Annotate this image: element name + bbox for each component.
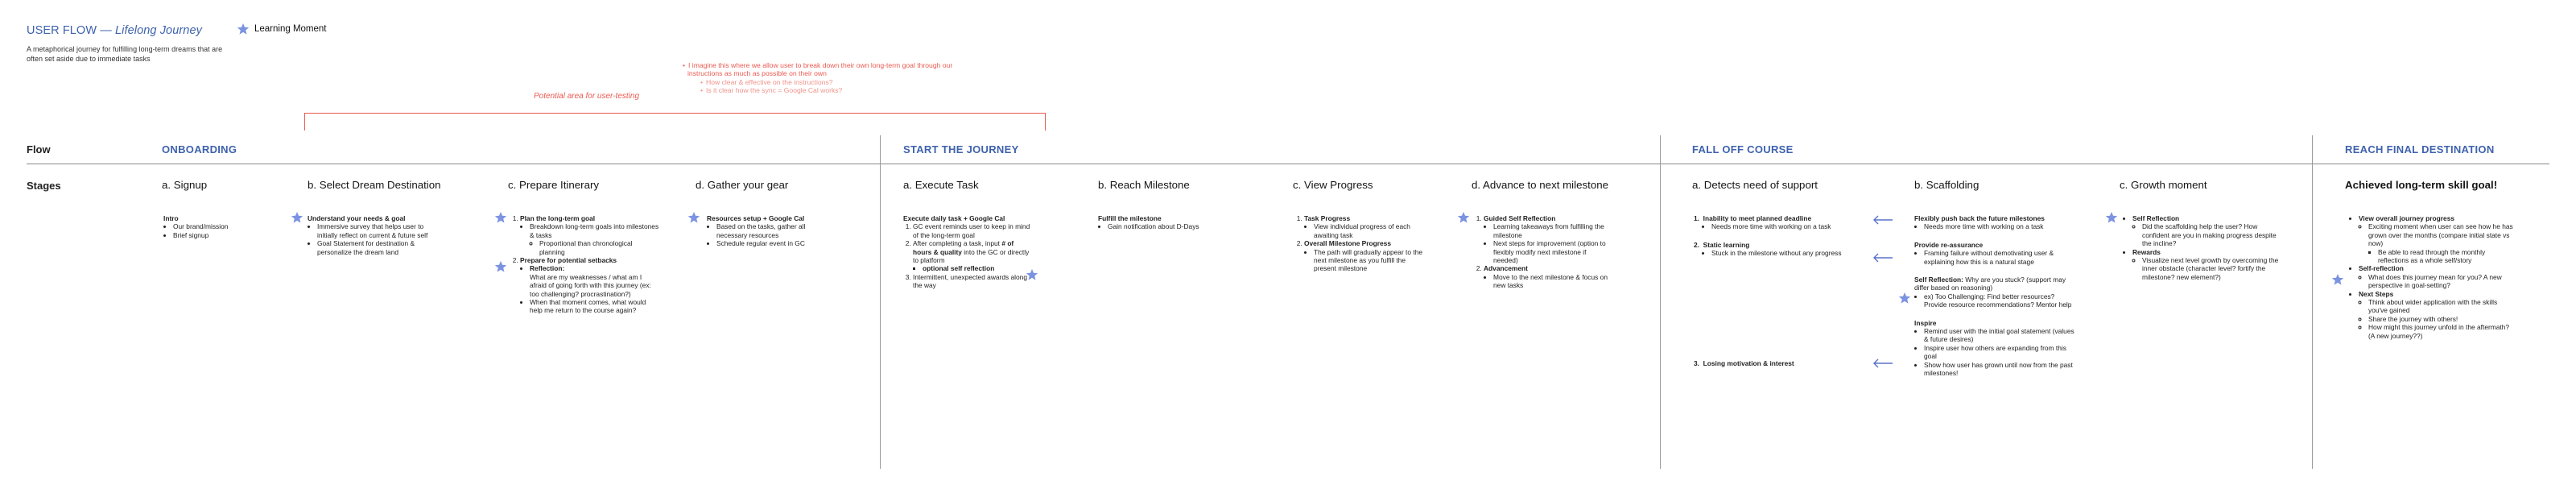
list-item: 2. Prepare for potential setbacks • Reflection: What are my weaknesses / what am I afraid of going forth with this journey (ex: too challenging? procrastination?) • When that moment comes, what would help me return to the course again? xyxy=(520,256,659,315)
list-item: • Remind user with the initial goal statement (values & future desires) xyxy=(1924,327,2075,344)
star-icon xyxy=(1026,268,1038,281)
card-growth-moment xyxy=(2123,214,2284,281)
card-execute-task xyxy=(903,214,1032,290)
legend xyxy=(237,23,327,35)
phase-onboarding: ONBOARDING xyxy=(162,143,237,155)
star-icon xyxy=(2331,273,2344,286)
card-final-destination xyxy=(2349,214,2514,340)
trigger-title: 1. Inability to meet planned deadline xyxy=(1694,214,1812,222)
list-item: • Goal Statement for destination & personalize the dream land xyxy=(317,239,428,256)
star-icon xyxy=(1898,292,1911,304)
list-item: ▪ Be able to read through the monthly reflections as a whole self/story xyxy=(2378,248,2514,265)
star-icon xyxy=(1457,211,1470,224)
list-item: • Rewards ◦ Visualize next level growth by overcoming the inner obstacle (character level? fortify the milestone? new element?) xyxy=(2132,248,2284,282)
list-item: • ex) Too Challenging: Find better resources? Provide resource recommendations? Mentor help xyxy=(1924,292,2075,309)
list-item: • Breakdown long-term goals into milestones & tasks xyxy=(530,222,659,239)
phase-fall-off-course: FALL OFF COURSE xyxy=(1692,143,1794,155)
list-item: 1. Plan the long-term goal • Breakdown long-term goals into milestones & tasks ◦ Proportional than chronological planning xyxy=(520,214,659,256)
stage-prepare-itinerary: c. Prepare Itinerary xyxy=(508,179,600,191)
list-item: ▪ optional self reflection xyxy=(923,264,1032,272)
row-label-stages: Stages xyxy=(27,180,61,192)
list-item: ◦ Exciting moment when user can see how he has grown over the months (compare initial state vs now) xyxy=(2368,222,2514,247)
stage-select-dream: b. Select Dream Destination xyxy=(308,179,441,191)
card-reach-milestone xyxy=(1098,214,1227,231)
list-item: • When that moment comes, what would help me return to the course again? xyxy=(530,298,659,315)
row-label-flow: Flow xyxy=(27,143,51,155)
stage-scaffolding: b. Scaffolding xyxy=(1914,179,1979,191)
stage-detects-support: a. Detects need of support xyxy=(1692,179,1818,191)
list-item: 3. Intermittent, unexpected awards along the way xyxy=(913,273,1032,290)
dev-note-sub: • Is it clear how the sync = Google Cal works? xyxy=(683,86,956,94)
list-item: ◦ Visualize next level growth by overcoming the inner obstacle (character level? fortify the milestone? new element?) xyxy=(2142,256,2284,281)
stage-gather-gear: d. Gather your gear xyxy=(696,179,789,191)
phase-divider xyxy=(2312,135,2313,469)
card-detects-support xyxy=(1694,214,1863,266)
list-item: • Stuck in the milestone without any progress xyxy=(1711,249,1863,257)
list-item: • Schedule regular event in GC xyxy=(716,239,836,247)
list-item: • Framing failure without demotivating user & explaining how this is a natural stage xyxy=(1924,249,2075,266)
card-view-progress xyxy=(1294,214,1423,273)
scaffold-block: Self Reflection: Why are you stuck? (support may differ based on reasoning) • ex) Too Challenging: Find better resources? Provide resource recommendations? Mentor help xyxy=(1914,276,2075,309)
card-select-dream xyxy=(308,214,428,256)
list-item: • Learning takeaways from fulfilling the milestone xyxy=(1493,222,1611,239)
star-icon xyxy=(494,211,507,224)
stage-view-progress: c. View Progress xyxy=(1293,179,1373,191)
card-title: Resources setup + Google Cal xyxy=(707,214,805,222)
scaffold-block: Provide re-assurance • Framing failure without demotivating user & explaining how this is a natural stage xyxy=(1914,241,2075,266)
user-testing-bracket xyxy=(304,113,1046,130)
list-item: ◦ Did the scaffolding help the user? How confident are you in making progress despite the incline? xyxy=(2142,222,2284,247)
list-item: • View individual progress of each awaiting task xyxy=(1314,222,1423,239)
list-item: • Reflection: What are my weaknesses / what am I afraid of going forth with this journey (ex: too challenging? procrastination?) xyxy=(530,264,659,298)
list-item: • Show how user has grown until now from the past milestones! xyxy=(1924,361,2075,378)
list-item: • Self-reflection ◦ What does this journey mean for you? A new perspective in goal-setting? xyxy=(2359,264,2514,289)
list-item: • The path will gradually appear to the next milestone as you fulfill the present milestone xyxy=(1314,248,1423,273)
star-icon xyxy=(291,211,303,224)
list-item: • Based on the tasks, gather all necessary resources xyxy=(716,222,836,239)
list-item: • Needs more time with working on a task xyxy=(1924,222,2075,230)
list-item: 1. Task Progress • View individual progress of each awaiting task xyxy=(1304,214,1423,239)
support-trigger xyxy=(1694,359,1863,367)
card-gather-gear xyxy=(707,214,836,248)
list-item: 1. Guided Self Reflection • Learning takeaways from fulfilling the milestone • Next steps for improvement (option to flexibly modify next milestone if needed) xyxy=(1484,214,1611,264)
star-icon xyxy=(2105,211,2118,224)
left-arrow-icon xyxy=(1872,215,1893,225)
stage-reach-milestone: b. Reach Milestone xyxy=(1098,179,1190,191)
card-signup xyxy=(163,214,284,239)
card-prepare-itinerary xyxy=(510,214,659,315)
list-item: ◦ What does this journey mean for you? A new perspective in goal-setting? xyxy=(2368,273,2514,290)
list-item: • Gain notification about D-Days xyxy=(1108,222,1227,230)
dev-notes xyxy=(683,61,956,95)
list-item: 2. After completing a task, input # of hours & quality into the GC or directly to platform ▪ optional self reflection xyxy=(913,239,1032,273)
list-item: 2. Advancement • Move to the next milestone & focus on new tasks xyxy=(1484,264,1611,289)
trigger-title: 3. Losing motivation & interest xyxy=(1694,359,1794,367)
list-item: • View overall journey progress ◦ Exciting moment when user can see how he has grown over the months (compare initial state vs now) ▪ Be able to read through the monthly reflections as a whole self/story xyxy=(2359,214,2514,264)
card-title: Understand your needs & goal xyxy=(308,214,406,222)
card-title: Intro xyxy=(163,214,179,222)
trigger-title: 2. Static learning xyxy=(1694,240,1750,249)
list-item: • Inspire user how others are expanding from this goal xyxy=(1924,344,2075,361)
support-trigger xyxy=(1694,214,1863,231)
dev-note-main: • I imagine this where we allow user to break down their own long-term goal through our instructions as much as possible on their own xyxy=(683,61,956,78)
list-item: • Brief signup xyxy=(173,231,284,239)
list-item: • Self Reflection ◦ Did the scaffolding help the user? How confident are you in making progress despite the incline? xyxy=(2132,214,2284,248)
stage-signup: a. Signup xyxy=(162,179,208,191)
phase-divider xyxy=(880,135,881,469)
user-testing-note: Potential area for user-testing xyxy=(534,92,640,101)
card-title: Fulfill the milestone xyxy=(1098,214,1162,222)
list-item: • Immersive survey that helps user to initially reflect on current & future self xyxy=(317,222,428,239)
dev-note-sub: • How clear & effective on the instructions? xyxy=(683,78,956,86)
scaffold-block: Flexibly push back the future milestones • Needs more time with working on a task xyxy=(1914,214,2075,231)
page-title: USER FLOW — Lifelong Journey xyxy=(27,24,202,37)
page-subtitle: A metaphorical journey for fulfilling long-term dreams that are often set aside due to immediate tasks xyxy=(27,45,223,63)
legend-label: Learning Moment xyxy=(254,24,327,34)
star-icon xyxy=(494,260,507,273)
list-item: 1. GC event reminds user to keep in mind of the long-term goal xyxy=(913,222,1032,239)
phase-divider xyxy=(1660,135,1661,469)
card-title: Execute daily task + Google Cal xyxy=(903,214,1005,222)
left-arrow-icon xyxy=(1872,253,1893,263)
list-item: • Next steps for improvement (option to flexibly modify next milestone if needed) xyxy=(1493,239,1611,264)
scaffold-block: Inspire • Remind user with the initial goal statement (values & future desires) • Inspire user how others are expanding from this goal • Show how user has grown until now from the past milestones! xyxy=(1914,319,2075,378)
phase-reach-destination: REACH FINAL DESTINATION xyxy=(2345,143,2495,155)
stage-execute-task: a. Execute Task xyxy=(903,179,979,191)
list-item: ◦ Proportional than chronological planning xyxy=(539,239,659,256)
list-item: ◦ Think about wider application with the skills you've gained xyxy=(2368,298,2514,315)
list-item: 2. Overall Milestone Progress • The path will gradually appear to the next milestone as you fulfill the present milestone xyxy=(1304,239,1423,273)
star-icon xyxy=(687,211,700,224)
list-item: ◦ How might this journey unfold in the aftermath? (A new journey??) xyxy=(2368,323,2514,340)
phase-start-journey: START THE JOURNEY xyxy=(903,143,1019,155)
card-advance-milestone xyxy=(1474,214,1611,290)
star-icon xyxy=(237,23,250,35)
list-item: • Needs more time with working on a task xyxy=(1711,222,1863,230)
stage-advance-milestone: d. Advance to next milestone xyxy=(1472,179,1609,191)
stage-growth-moment: c. Growth moment xyxy=(2120,179,2207,191)
left-arrow-icon xyxy=(1872,358,1893,368)
stage-final-goal: Achieved long-term skill goal! xyxy=(2345,179,2498,191)
list-item: • Next Steps ◦ Think about wider application with the skills you've gained ◦ Share the journey with others! ◦ How might this journey unfold in the aftermath? (A new journey??) xyxy=(2359,290,2514,340)
list-item: ◦ Share the journey with others! xyxy=(2368,315,2514,323)
list-item: • Move to the next milestone & focus on new tasks xyxy=(1493,273,1611,290)
card-scaffolding xyxy=(1914,214,2075,378)
support-trigger xyxy=(1694,241,1863,258)
list-item: • Our brand/mission xyxy=(173,222,284,230)
